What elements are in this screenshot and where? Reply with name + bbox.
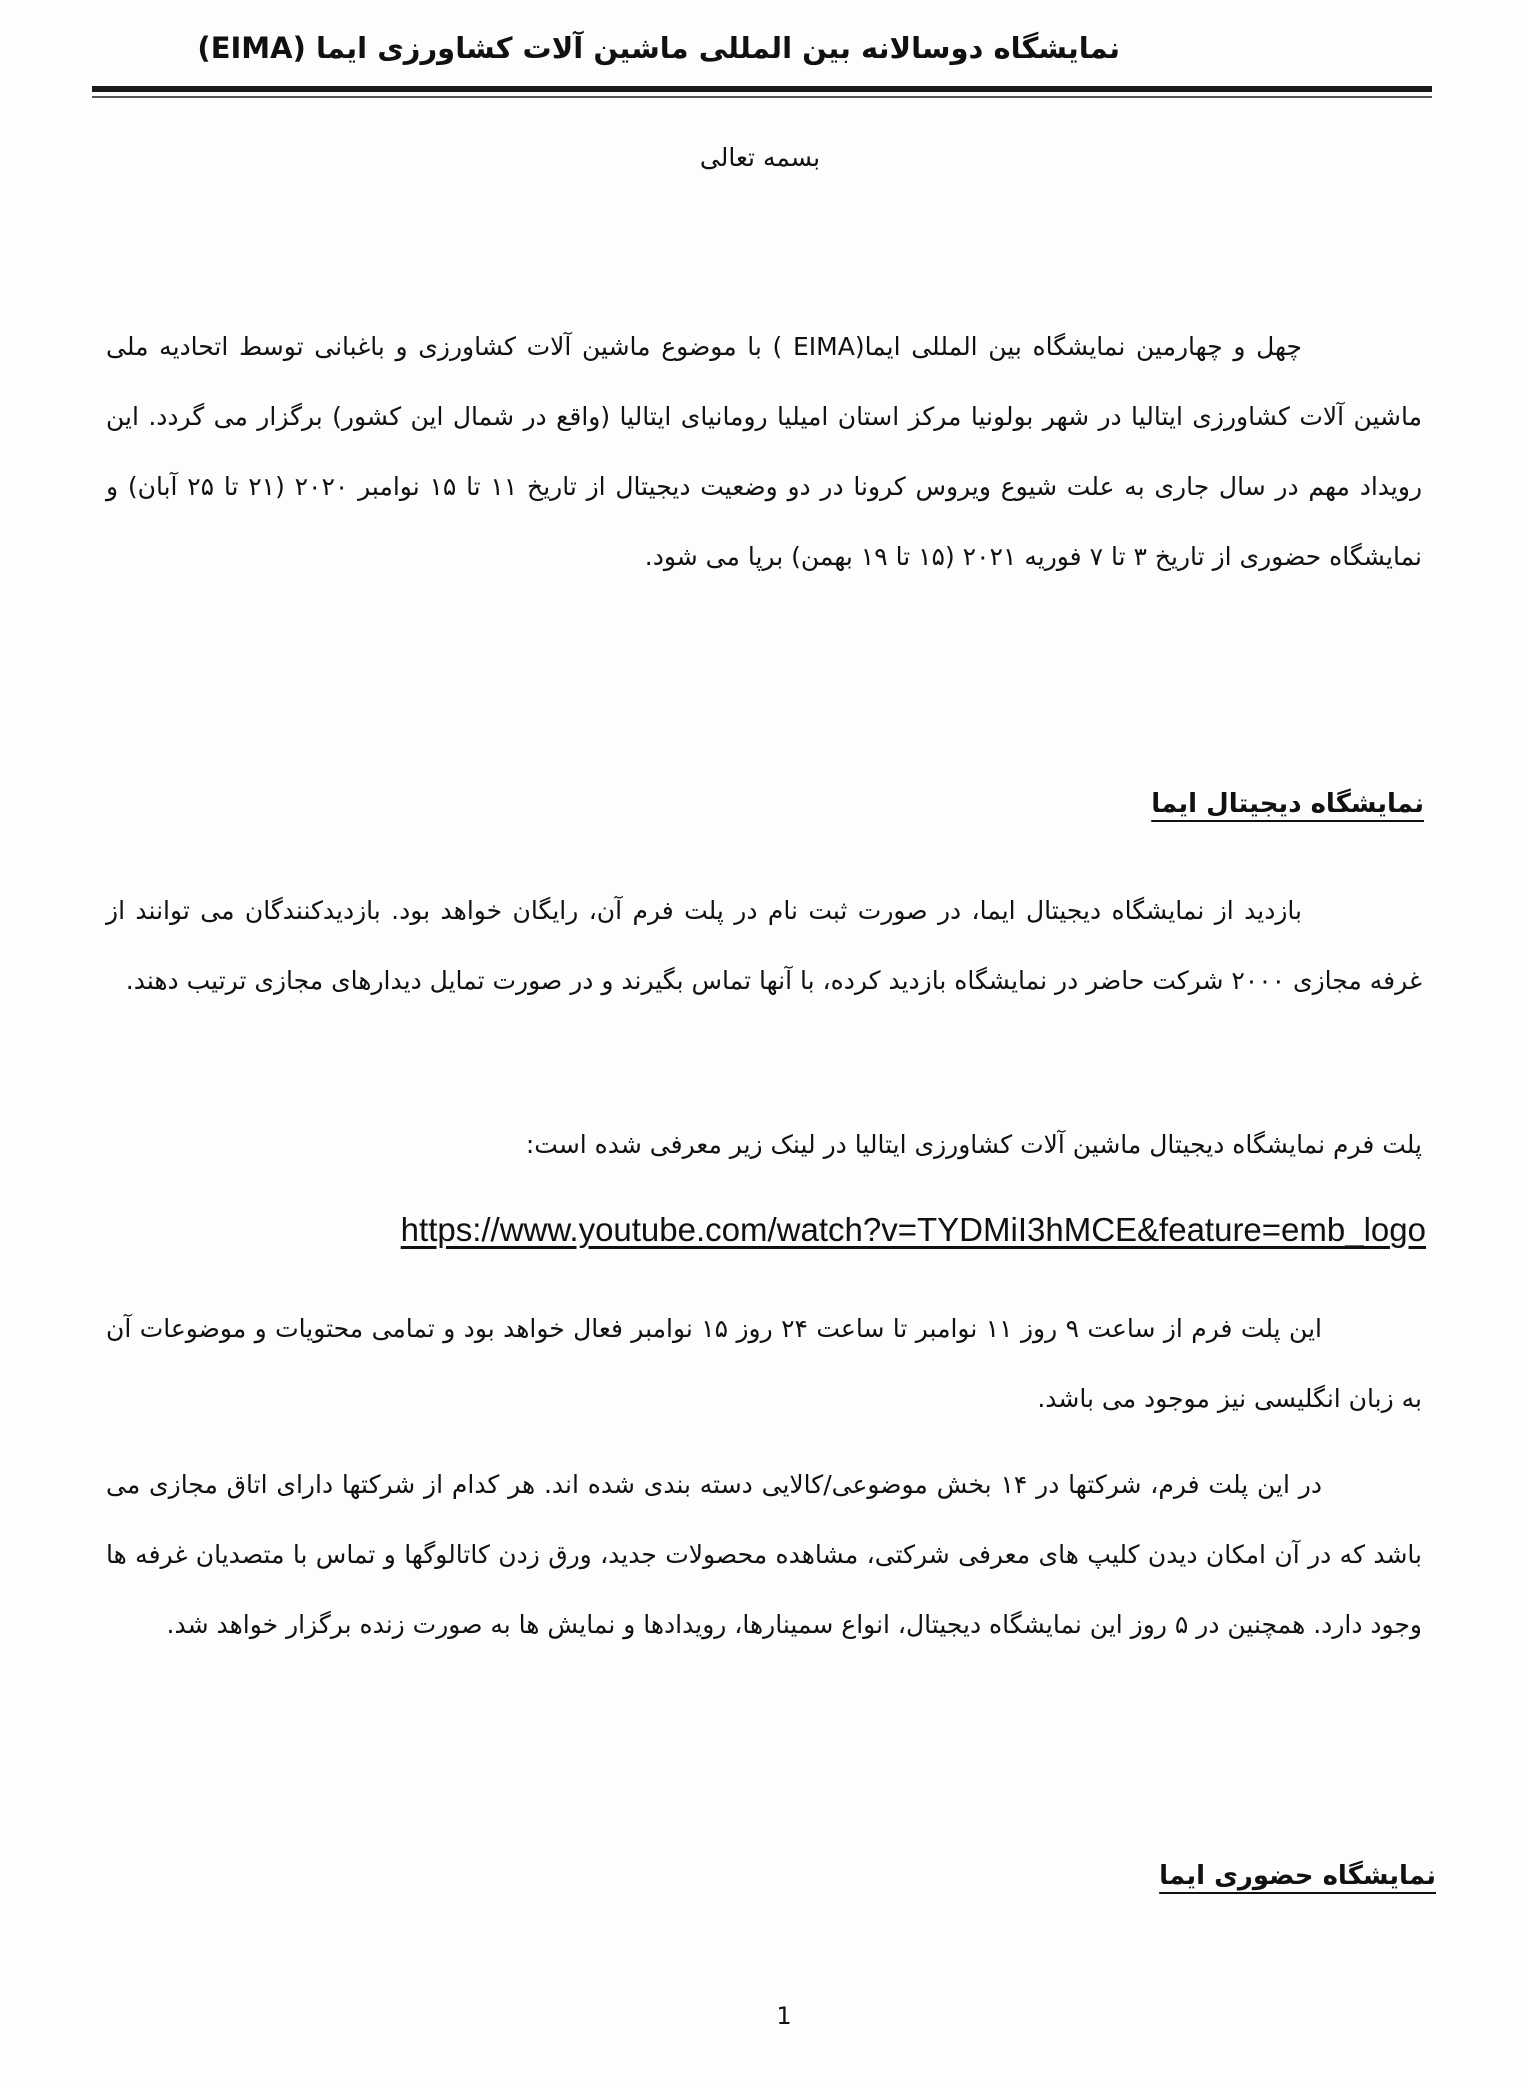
header-rule-thin xyxy=(92,96,1432,98)
page-number: 1 xyxy=(776,2002,792,2030)
basmala: بسمه تعالی xyxy=(699,143,821,172)
document-header-title: نمایشگاه دوسالانه بین المللی ماشین آلات کشاورزی ایما (EIMA) xyxy=(197,31,1120,65)
header-rule-thick xyxy=(92,86,1432,92)
platform-link[interactable]: https://www.youtube.com/watch?v=TYDMiI3hMCE&feature=emb_logo xyxy=(400,1211,1426,1248)
virtual-rooms-paragraph: در این پلت فرم، شرکتها در ۱۴ بخش موضوعی/کالایی دسته بندی شده اند. هر کدام از شرکتها دارای اتاق مجازی می باشد که در آن امکان دیدن کلیپ های معرفی شرکتی، مشاهده محصولات جدید، ورق زدن کاتالوگها و تماس با متصدیان غرفه ها وجود دارد. همچنین در ۵ روز این نمایشگاه دیجیتال، انواع سمینارها، رویدادها و نمایش ها به صورت زنده برگزار خواهد شد. xyxy=(106,1470,1422,1639)
platform-hours-paragraph: این پلت فرم از ساعت ۹ روز ۱۱ نوامبر تا ساعت ۲۴ روز ۱۵ نوامبر فعال خواهد بود و تمامی محتویات و موضوعات آن به زبان انگلیسی نیز موجود می باشد. xyxy=(106,1314,1422,1413)
digital-section-heading: نمایشگاه دیجیتال ایما xyxy=(1151,789,1424,819)
intro-paragraph: چهل و چهارمین نمایشگاه بین المللی ایما(EIMA ) با موضوع ماشین آلات کشاورزی و باغبانی توسط اتحادیه ملی ماشین آلات کشاورزی ایتالیا در شهر بولونیا مرکز استان امیلیا رومانیای ایتالیا (واقع در شمال این کشور) برگزار می گردد. این رویداد مهم در سال جاری به علت شیوع ویروس کرونا در دو وضعیت دیجیتال از تاریخ ۱۱ تا ۱۵ نوامبر ۲۰۲۰ (۲۱ تا ۲۵ آبان) و نمایشگاه حضوری از تاریخ ۳ تا ۷ فوریه ۲۰۲۱ (۱۵ تا ۱۹ بهمن) برپا می شود. xyxy=(106,332,1423,571)
platform-intro-paragraph: پلت فرم نمایشگاه دیجیتال ماشین آلات کشاورزی ایتالیا در لینک زیر معرفی شده است: xyxy=(525,1130,1422,1159)
digital-visit-paragraph: بازدید از نمایشگاه دیجیتال ایما، در صورت ثبت نام در پلت فرم آن، رایگان خواهد بود. بازدیدکنندگان می توانند از غرفه مجازی ۲۰۰۰ شرکت حاضر در نمایشگاه بازدید کرده، با آنها تماس بگیرند و در صورت تمایل دیدارهای مجازی ترتیب دهند. xyxy=(106,896,1422,995)
inperson-section-heading: نمایشگاه حضوری ایما xyxy=(1159,1861,1436,1891)
